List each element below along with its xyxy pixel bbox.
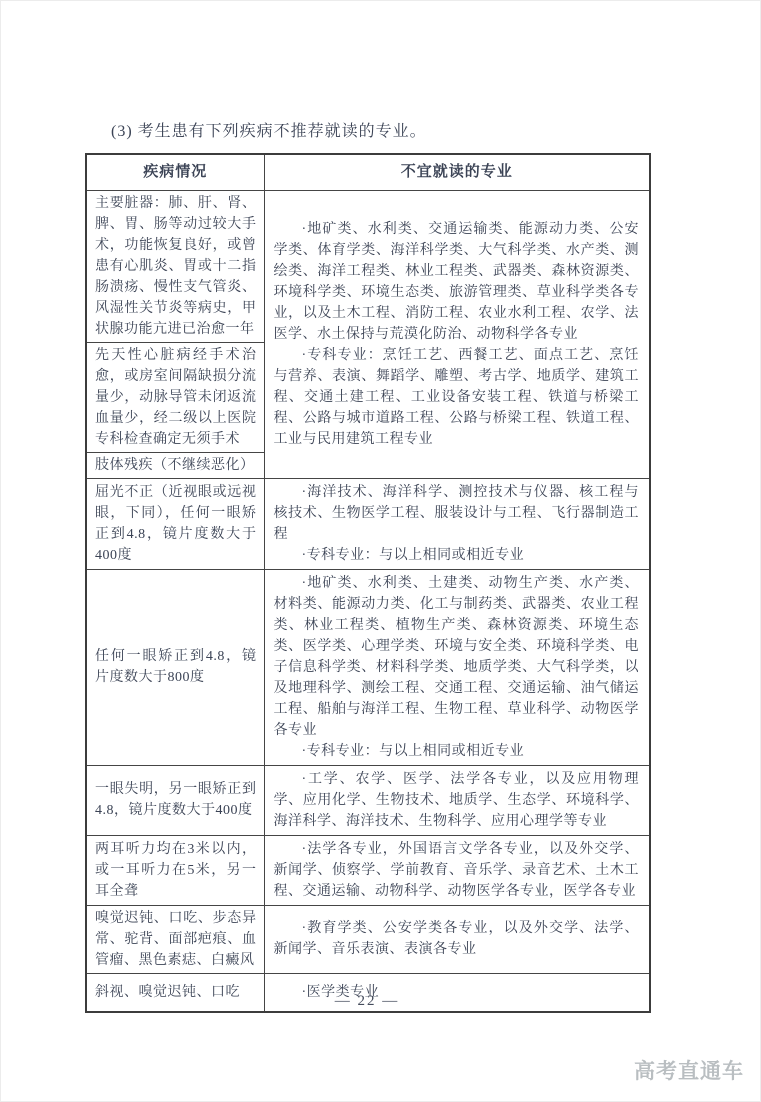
table-row [86,835,650,905]
header-unsuitable-majors: 不宜就读的专业 [264,154,650,190]
header-row [86,154,650,190]
majors-paragraph: ·海洋技术、海洋科学、测控技术与仪器、核工程与核技术、生物医学工程、服装设计与工程、飞行器制造工程 [273,484,639,542]
majors-paragraph: ·专科专业：与以上相同或相近专业 [301,547,525,563]
header-disease-condition: 疾病情况 [86,154,264,190]
disease-condition-cell: 屈光不正（近视眼或远视眼，下同），任何一眼矫正到4.8，镜片度数大于400度 [86,478,264,569]
majors-paragraph: ·医学类专业 [301,984,380,1000]
majors-paragraph: ·工学、农学、医学、法学各专业，以及应用物理学、应用化学、生物技术、地质学、生态学、环境科学、海洋科学、海洋技术、生物科学、应用心理学等专业 [273,771,639,829]
majors-paragraph: ·专科专业：烹饪工艺、西餐工艺、面点工艺、烹饪与营养、表演、舞蹈学、雕塑、考古学、地质学、建筑工程、交通土建工程、工业设备安装工程、铁道与桥梁工程、公路与城市道路工程、公路与桥梁工程、铁道工程、工业与民用建筑工程专业 [273,347,639,447]
unsuitable-majors-cell [264,835,650,905]
unsuitable-majors-cell [264,190,650,478]
page-number: — 22 — [334,993,400,1009]
majors-paragraph: ·教育学类、公安学类各专业，以及外交学、法学、新闻学、音乐表演、表演各专业 [273,921,639,957]
table-body [86,190,650,1012]
unsuitable-majors-cell [264,765,650,835]
majors-paragraph: ·法学各专业，外国语言文学各专业，以及外交学、新闻学、侦察学、学前教育、音乐学、录音艺术、土木工程、交通运输、动物科学、动物医学各专业，医学各专业 [273,841,639,899]
watermark-logo: 高考直通车 [634,1060,744,1083]
majors-paragraph: ·地矿类、水利类、土建类、动物生产类、水产类、材料类、能源动力类、化工与制药类、武器类、农业工程类、林业工程类、植物生产类、森林资源类、环境生态类、医学类、心理学类、环境与安全类、环境科学类、电子信息科学类、材料科学类、地质学类、大气科学类，以及地理科学、测绘工程、交通工程、交通运输、油气储运工程、船舶与海洋工程、生物工程、草业科学、动物医学各专业 [273,575,639,738]
table-row [86,569,650,765]
majors-paragraph: ·专科专业：与以上相同或相近专业 [301,743,525,759]
section-heading: (3) 考生患有下列疾病不推荐就读的专业。 [111,123,427,140]
table-row [86,765,650,835]
majors-paragraph: ·地矿类、水利类、交通运输类、能源动力类、公安学类、体育学类、海洋科学类、大气科学类、水产类、测绘类、海洋工程类、林业工程类、武器类、森林资源类、环境科学类、环境生态类、旅游管理类、草业科学类各专业，以及土木工程、消防工程、农业水利工程、农学、法医学、水土保持与荒漠化防治、动物科学各专业 [273,221,639,342]
table-row [86,478,650,569]
unsuitable-majors-cell [264,905,650,973]
disease-condition-cell: 斜视、嗅觉迟钝、口吃 [86,973,264,1012]
disease-condition-cell: 一眼失明，另一眼矫正到4.8，镜片度数大于400度 [86,765,264,835]
disease-condition-cell: 主要脏器：肺、肝、肾、脾、胃、肠等动过较大手术，功能恢复良好，或曾患有心肌炎、胃或十二指肠溃疡、慢性支气管炎、风湿性关节炎等病史，甲状腺功能亢进已治愈一年 [86,190,264,342]
disease-condition-cell: 肢体残疾（不继续恶化） [86,452,264,478]
unsuitable-majors-cell [264,569,650,765]
table-header [86,154,650,190]
disease-condition-cell: 嗅觉迟钝、口吃、步态异常、驼背、面部疤痕、血管瘤、黑色素痣、白癜风 [86,905,264,973]
table-row [86,190,650,342]
disease-majors-table [85,153,651,1013]
disease-condition-cell: 任何一眼矫正到4.8，镜片度数大于800度 [86,569,264,765]
table-row [86,905,650,973]
unsuitable-majors-cell [264,478,650,569]
disease-condition-cell: 两耳听力均在3米以内，或一耳听力在5米，另一耳全聋 [86,835,264,905]
disease-condition-cell: 先天性心脏病经手术治愈，或房室间隔缺损分流量少，动脉导管未闭返流血量少，经二级以上医院专科检查确定无须手术 [86,342,264,452]
